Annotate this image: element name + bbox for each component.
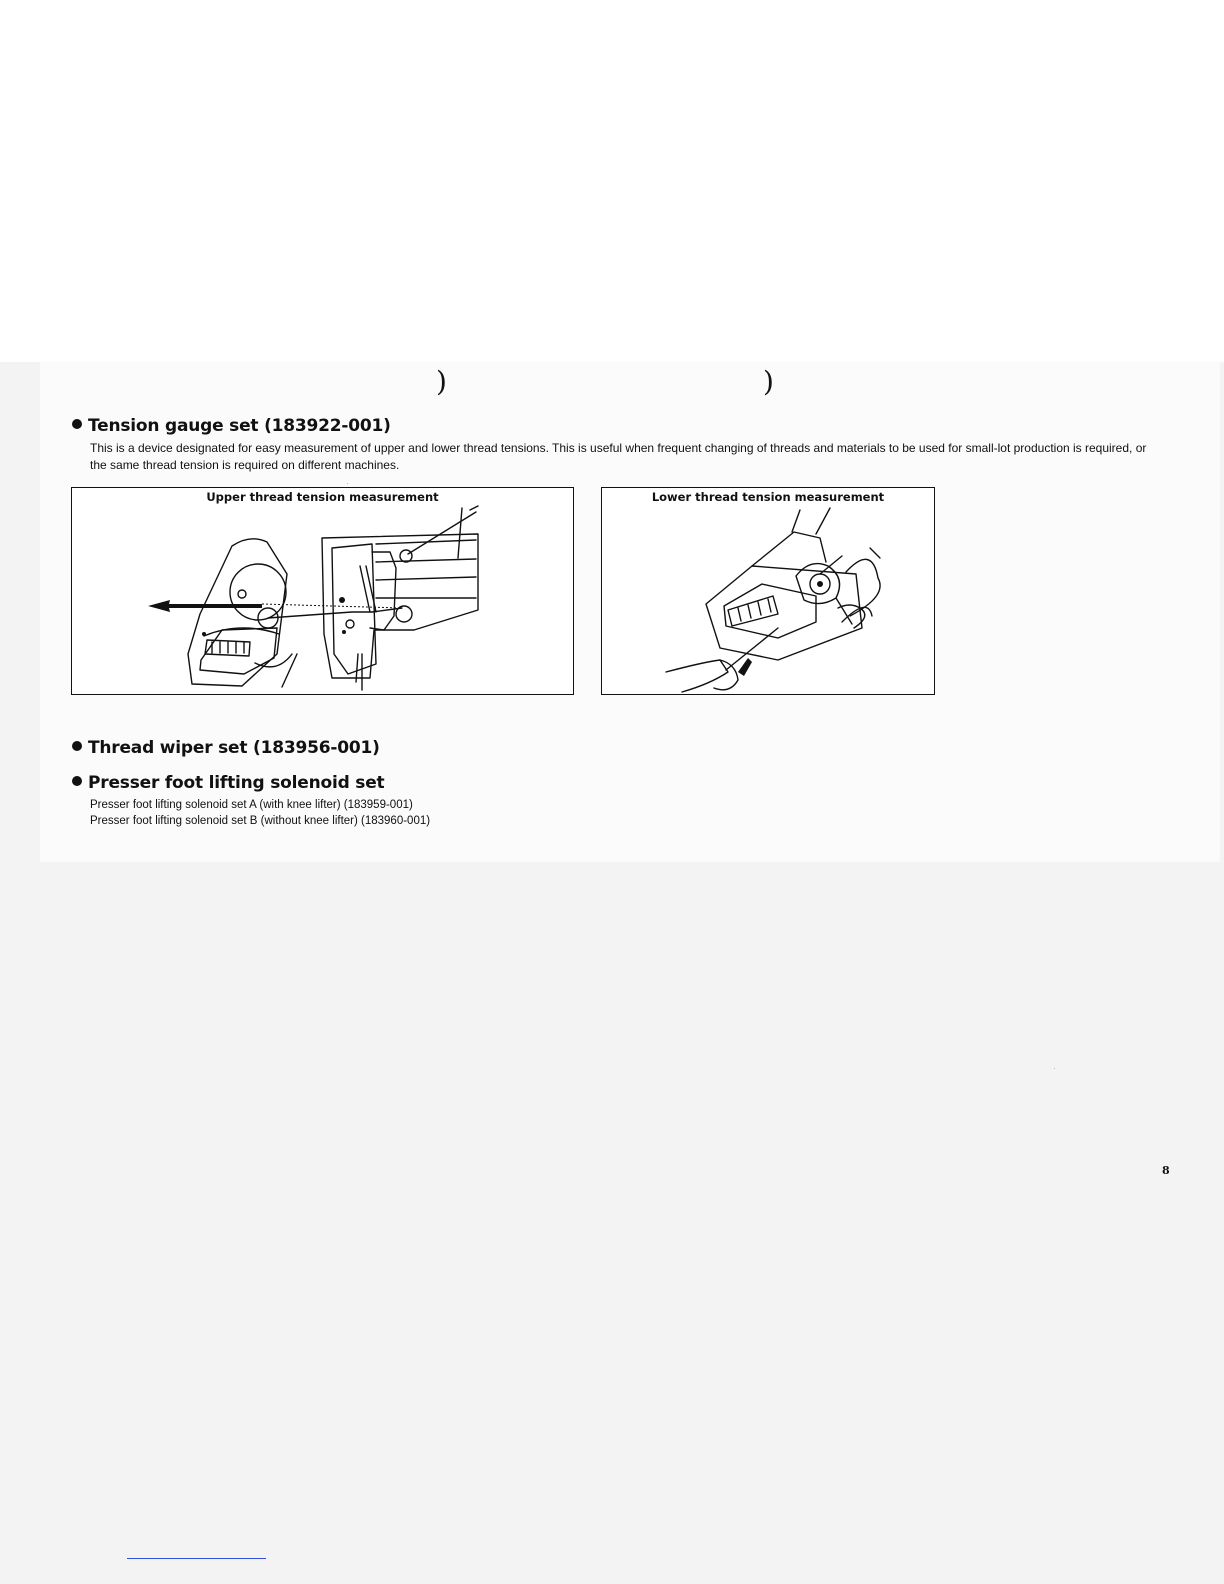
gauge-inner-outline	[724, 584, 816, 638]
thread-guide-post	[458, 508, 462, 558]
presser-foot-heading	[72, 772, 384, 794]
gauge-dot-1	[202, 632, 206, 636]
page-number: 8	[1162, 1164, 1170, 1177]
presser-foot-item: Presser foot lifting solenoid set A (with knee lifter) (183959-001)	[90, 799, 413, 811]
top-mark-right: )	[763, 365, 774, 398]
gauge-dot-2	[342, 630, 346, 634]
tension-gauge-description: This is a device designated for easy measurement of upper and lower thread tensions. This is useful when frequent changing of threads and materials to be used for small-lot production is required, or the same thread tension is required on different machines.	[90, 441, 1147, 472]
bullet-icon	[72, 776, 82, 786]
gauge-top-edge	[752, 532, 826, 566]
bullet-icon	[72, 741, 82, 751]
thread-top	[408, 506, 478, 554]
tension-gauge-heading-text: Tension gauge set (183922-001)	[88, 416, 391, 436]
tension-gauge-heading	[72, 415, 391, 437]
top-thread-2	[816, 508, 830, 534]
tension-disc-side	[346, 620, 354, 628]
down-arrow-icon	[738, 658, 752, 676]
gauge-body-outline	[188, 539, 287, 686]
lower-thread-tension-illustration	[602, 504, 933, 694]
gauge-center-dot	[817, 581, 823, 587]
upper-thread-figure-caption: Upper thread tension measurement	[206, 490, 439, 504]
bottom-link-rule	[127, 1558, 266, 1559]
upper-thread-tension-illustration	[72, 504, 572, 694]
presser-foot-item-list	[90, 797, 430, 829]
needle-bar	[356, 654, 362, 690]
top-thread-1	[792, 510, 800, 532]
lower-body-edge	[282, 654, 297, 687]
scan-speck	[1054, 1068, 1055, 1069]
bullet-icon	[72, 419, 82, 429]
lower-thread-figure-caption: Lower thread tension measurement	[651, 490, 885, 504]
bobbin-latch	[820, 556, 852, 624]
gauge-scale-ticks	[212, 642, 244, 653]
top-mark-left: )	[436, 365, 447, 398]
tension-screw	[339, 597, 345, 603]
tension-disc-upper	[400, 550, 412, 562]
fingers-left	[714, 660, 738, 690]
thread-to-gauge	[268, 608, 402, 618]
side-thread	[870, 548, 880, 558]
thread-wiper-heading	[72, 737, 380, 759]
scan-speck	[347, 483, 348, 484]
presser-foot-heading-text: Presser foot lifting solenoid set	[88, 773, 385, 793]
upper-thread-figure	[71, 487, 574, 695]
presser-foot-item: Presser foot lifting solenoid set B (without knee lifter) (183960-001)	[90, 815, 431, 827]
lower-thread-figure	[601, 487, 935, 695]
gauge-center	[238, 590, 246, 598]
gauge-lower-curve	[255, 654, 292, 667]
thread-wiper-heading-text: Thread wiper set (183956-001)	[88, 738, 380, 758]
machine-arm-upper	[376, 540, 476, 598]
pull-thread	[726, 628, 778, 670]
hand-left	[666, 660, 728, 692]
